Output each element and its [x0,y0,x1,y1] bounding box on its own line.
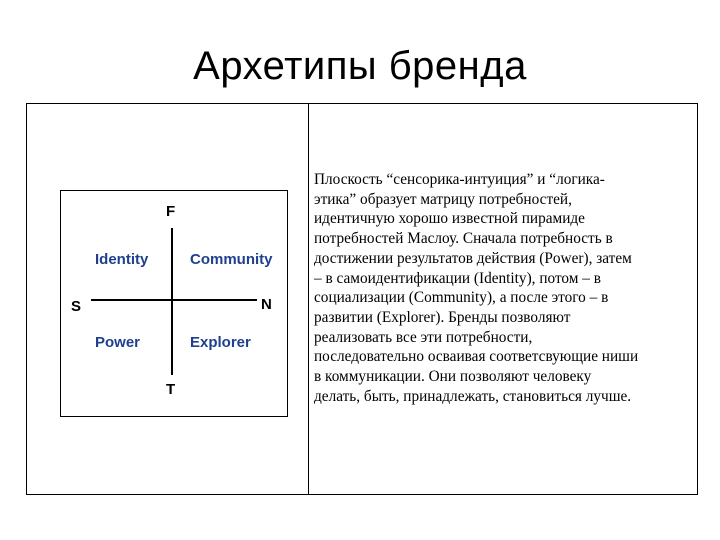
pole-n: N [261,296,272,313]
text-line: делать, быть, принадлежать, становиться лучше. [314,387,632,405]
text-line: – в самоидентификации (Identity), потом – в [314,269,601,287]
horizontal-axis [91,299,257,301]
text-line: этика” образует матрицу потребностей, [314,190,572,208]
text-line: социализации (Community), а после этого – в [314,289,609,307]
vertical-axis [171,228,173,375]
text-line: достижении результатов действия (Power), затем [314,249,632,267]
quadrant-explorer: Explorer [190,334,251,351]
pole-f: F [166,203,176,220]
quadrant-power: Power [95,334,141,351]
text-line: Плоскость “сенсорика-интуиция” и “логика- [314,171,605,188]
quadrant-identity: Identity [95,251,149,268]
pole-t: T [166,381,176,398]
quadrant-community: Community [190,251,273,268]
slide-title: Архетипы бренда [193,44,527,88]
text-line: реализовать все эти потребности, [314,328,533,346]
description-text [314,170,694,406]
column-divider [308,103,309,495]
text-line: последовательно осваивая соответсвующие ниши [314,348,639,366]
text-line: потребностей Маслоу. Сначала потребность в [314,230,613,248]
text-line: в коммуникации. Они позволяют человеку [314,368,592,386]
text-line: развитии (Explorer). Бренды позволяют [314,308,571,326]
pole-s: S [71,298,82,315]
text-line: идентичную хорошо известной пирамиде [314,210,585,228]
